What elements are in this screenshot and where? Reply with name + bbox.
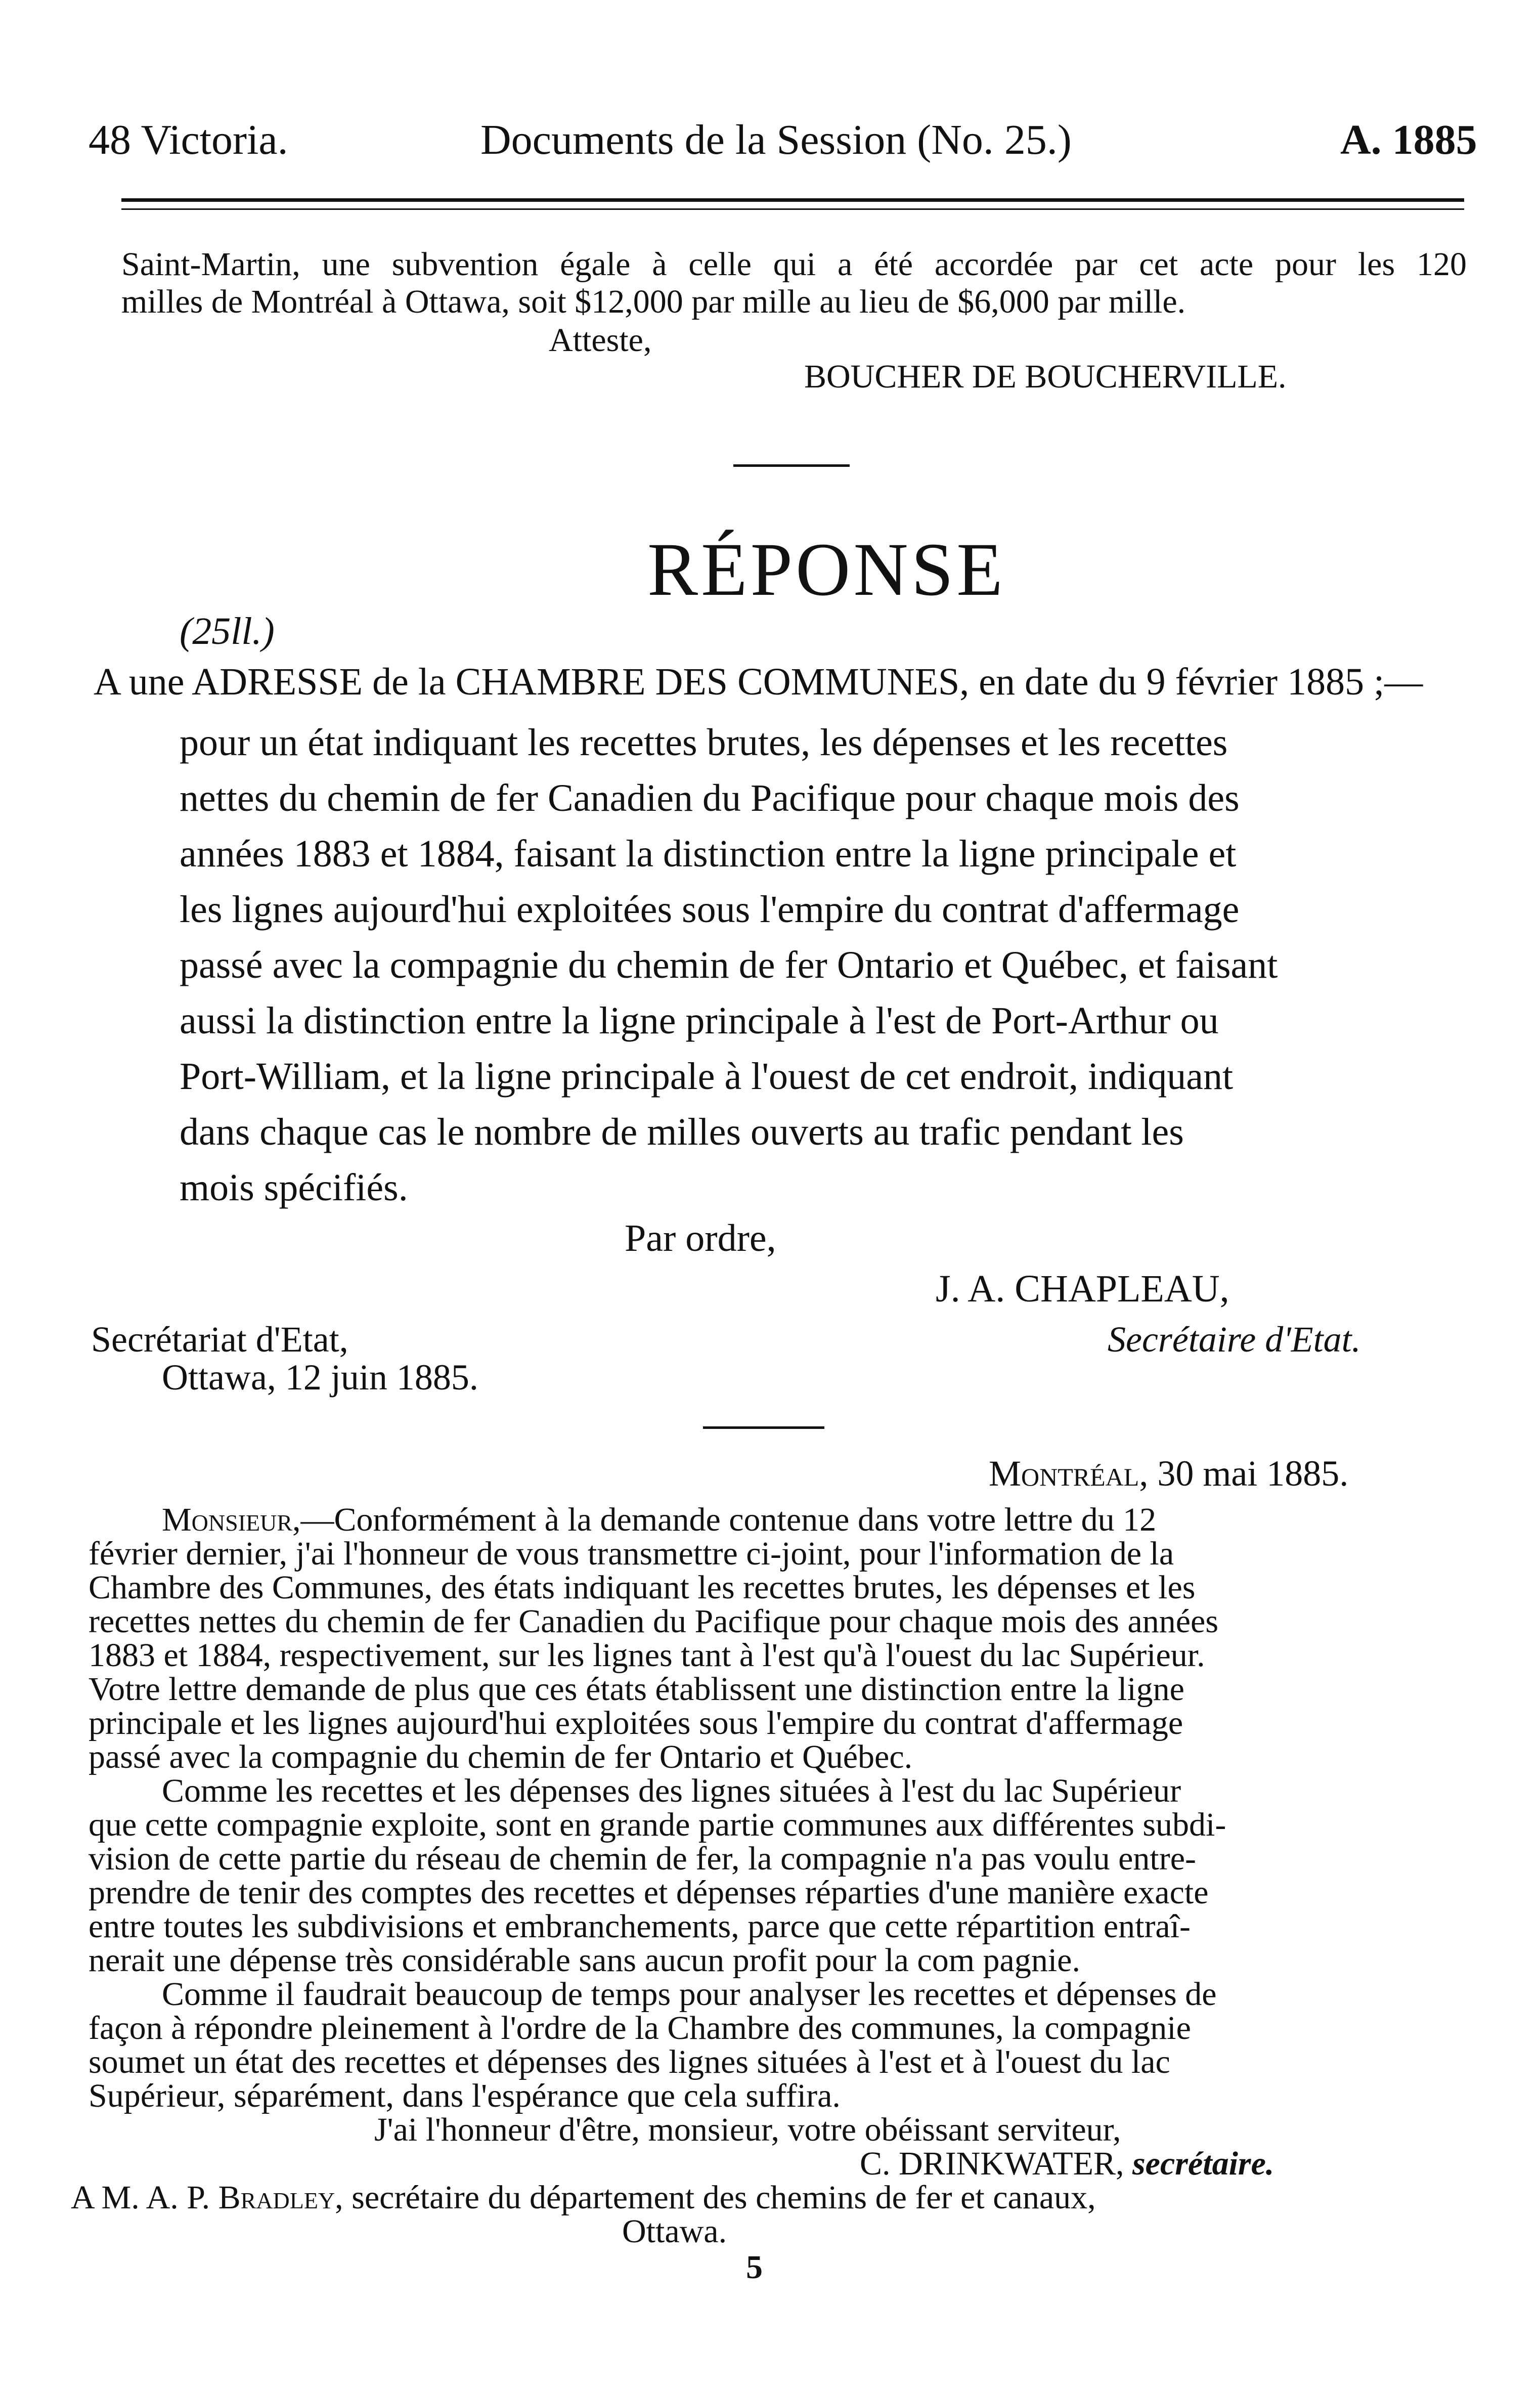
letter-signer-name: C. DRINKWATER, (860, 2145, 1124, 2182)
letter-line: nerait une dépense très considérable sans aucun profit pour la com pagnie. (89, 1942, 1080, 1979)
office-name: Secrétariat d'Etat, (91, 1319, 348, 1360)
letter-line: Comme les recettes et les dépenses des lignes situées à l'est du lac Supérieur (162, 1772, 1181, 1809)
letter-line-text: —Conformément à la demande contenue dans votre lettre du 12 (300, 1501, 1157, 1538)
attest-label: Atteste, (549, 322, 652, 359)
carryover-signatory: BOUCHER DE BOUCHERVILLE. (804, 358, 1287, 395)
letter-line: passé avec la compagnie du chemin de fer Ontario et Québec. (89, 1738, 913, 1775)
page-number: 5 (746, 2249, 763, 2286)
letter-line: 1883 et 1884, respectivement, sur les lignes tant à l'est qu'à l'ouest du lac Supérieur. (89, 1637, 1205, 1674)
response-signer-title: Secrétaire d'Etat. (1108, 1319, 1361, 1360)
letter-line: prendre de tenir des comptes des recettes et dépenses réparties d'une manière exacte (89, 1874, 1209, 1911)
section-divider (703, 1426, 824, 1429)
section-divider (733, 464, 850, 467)
addressee-line (71, 2181, 1096, 2214)
salutation: Monsieur, (162, 1501, 301, 1538)
addressee-rest: secrétaire du département des chemins de fer et canaux, (351, 2179, 1096, 2216)
address-line: nettes du chemin de fer Canadien du Pacifique pour chaque mois des (180, 777, 1240, 819)
letter-signer (860, 2147, 1274, 2181)
header-rule-thin (121, 208, 1464, 210)
letter-line: Chambre des Communes, des états indiquant les recettes brutes, les dépenses et les (89, 1569, 1196, 1606)
carryover-line: milles de Montréal à Ottawa, soit $12,000 par mille au lieu de $6,000 par mille. (121, 283, 1186, 320)
letter-closing: J'ai l'honneur d'être, monsieur, votre obéissant serviteur, (374, 2111, 1121, 2148)
letter-line: Comme il faudrait beaucoup de temps pour analyser les recettes et dépenses de (162, 1976, 1217, 2013)
letter-line: recettes nettes du chemin de fer Canadien du Pacifique pour chaque mois des années (89, 1603, 1219, 1640)
running-header-center: Documents de la Session (No. 25.) (480, 116, 1072, 163)
response-signer: J. A. CHAPLEAU, (936, 1268, 1229, 1310)
document-number: (25ll.) (180, 610, 275, 652)
header-rule-thick (121, 198, 1464, 202)
letter-line: vision de cette partie du réseau de chemin de fer, la compagnie n'a pas voulu entre- (89, 1840, 1197, 1877)
address-line: aussi la distinction entre la ligne principale à l'est de Port-Arthur ou (180, 999, 1219, 1042)
letter-line: soumet un état des recettes et dépenses des lignes situées à l'est et à l'ouest du lac (89, 2043, 1170, 2080)
dateline-date: 30 mai 1885. (1148, 1453, 1349, 1494)
letter-line: que cette compagnie exploite, sont en grande partie communes aux différentes subdi- (89, 1806, 1226, 1843)
place-date: Ottawa, 12 juin 1885. (162, 1357, 478, 1398)
address-line: mois spécifiés. (180, 1166, 408, 1209)
running-header-right: A. 1885 (1340, 116, 1477, 163)
response-title: RÉPONSE (647, 528, 1006, 612)
letter-dateline (989, 1453, 1349, 1494)
address-line: A une ADRESSE de la CHAMBRE DES COMMUNES, en date du 9 février 1885 ;— (94, 661, 1423, 703)
letter-line: entre toutes les subdivisions et embranchements, parce que cette répartition entraî- (89, 1908, 1191, 1945)
address-line: les lignes aujourd'hui exploitées sous l'empire du contrat d'affermage (180, 888, 1240, 931)
letter-line: façon à répondre pleinement à l'ordre de la Chambre des communes, la compagnie (89, 2010, 1191, 2046)
letter-line: février dernier, j'ai l'honneur de vous transmettre ci-joint, pour l'information de la (89, 1535, 1174, 1572)
address-line: dans chaque cas le nombre de milles ouverts au trafic pendant les (180, 1111, 1184, 1153)
letter-line: Supérieur, séparément, dans l'espérance que cela suffira. (89, 2077, 841, 2114)
letter-line: Votre lettre demande de plus que ces états établissent une distinction entre la ligne (89, 1671, 1184, 1708)
par-ordre: Par ordre, (625, 1217, 776, 1259)
letter-signer-title: secrétaire. (1132, 2145, 1274, 2182)
running-header-left: 48 Victoria. (89, 116, 288, 163)
addressee-prefix: A M. A. P. (71, 2179, 210, 2216)
dateline-city: Montréal, (989, 1453, 1149, 1494)
address-line: Port-William, et la ligne principale à l'ouest de cet endroit, indiquant (180, 1055, 1234, 1098)
addressee-city: Ottawa. (622, 2213, 727, 2250)
addressee-name: Bradley, (218, 2179, 343, 2216)
carryover-line-text: Saint-Martin, une subvention égale à celle qui a été accordée par cet acte pour les 120 (121, 246, 1467, 283)
letter-line: principale et les lignes aujourd'hui exploitées sous l'empire du contrat d'affermage (89, 1705, 1183, 1741)
address-line: passé avec la compagnie du chemin de fer Ontario et Québec, et faisant (180, 944, 1278, 986)
address-line: pour un état indiquant les recettes brutes, les dépenses et les recettes (180, 721, 1228, 764)
carryover-line (121, 248, 1467, 281)
letter-line (162, 1503, 1156, 1537)
address-line: années 1883 et 1884, faisant la distinction entre la ligne principale et (180, 833, 1237, 875)
